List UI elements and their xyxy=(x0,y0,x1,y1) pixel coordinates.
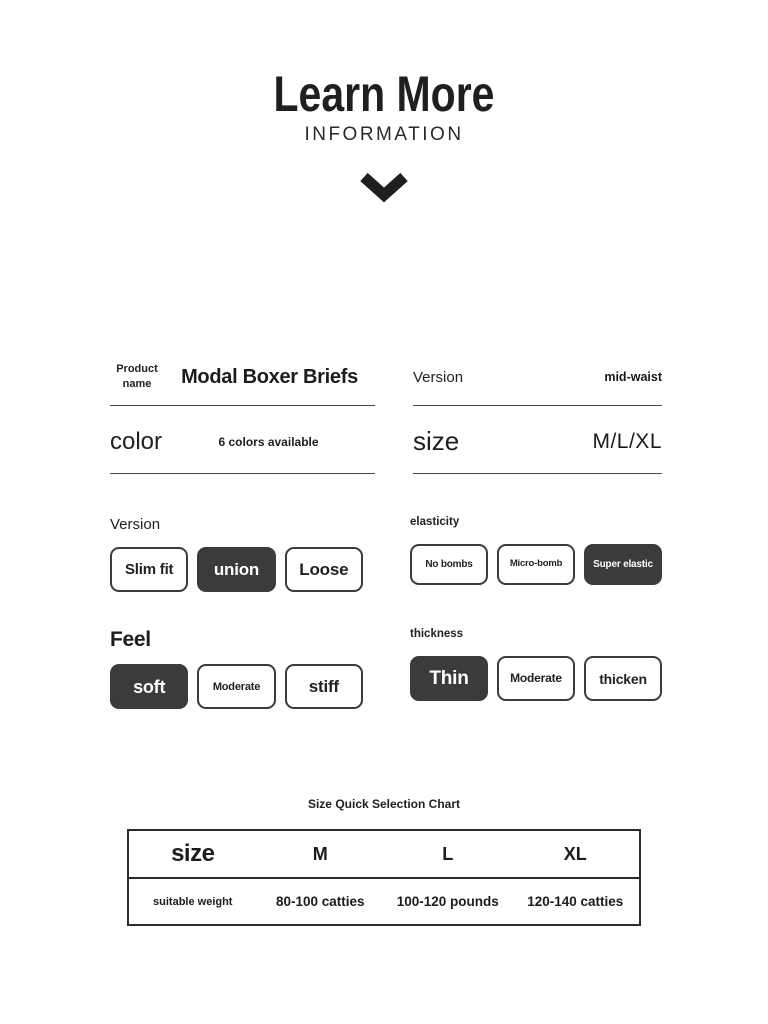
product-name-value: Modal Boxer Briefs xyxy=(181,365,358,388)
option-thin[interactable]: Thin xyxy=(410,656,488,701)
group-version-label: Version xyxy=(110,516,161,534)
size-chart-header-row xyxy=(129,831,639,879)
group-elasticity-options xyxy=(410,544,662,585)
size-chart-header-xl: XL xyxy=(563,843,587,864)
weight-m: 80-100 catties xyxy=(275,894,365,910)
option-slim-fit[interactable]: Slim fit xyxy=(110,547,188,592)
product-specs xyxy=(110,362,662,475)
option-loose[interactable]: Loose xyxy=(285,547,363,592)
color-label: color xyxy=(110,427,163,455)
size-chart-header-size: size xyxy=(171,840,215,868)
version-value: mid-waist xyxy=(604,370,662,385)
color-value: 6 colors available xyxy=(218,434,319,449)
spec-product-name xyxy=(110,362,375,407)
spec-version xyxy=(413,362,662,407)
size-chart-header-m: M xyxy=(312,843,328,864)
weight-row-label: suitable weight xyxy=(153,895,233,908)
option-moderate-thickness[interactable]: Moderate xyxy=(497,656,575,701)
option-groups xyxy=(110,516,666,709)
spec-size xyxy=(413,420,662,474)
group-version-options xyxy=(110,547,363,592)
page-title: Learn More xyxy=(273,66,495,122)
version-label: Version xyxy=(413,368,464,386)
spec-color xyxy=(110,420,375,474)
size-chart-weight-row xyxy=(129,879,639,924)
group-thickness xyxy=(410,628,662,709)
group-elasticity-label: elasticity xyxy=(410,516,460,529)
page-subtitle: INFORMATION xyxy=(304,123,464,145)
size-chart-header-l: L xyxy=(442,843,454,864)
group-thickness-label: thickness xyxy=(410,628,464,641)
option-moderate-feel[interactable]: Moderate xyxy=(197,664,275,709)
option-soft[interactable]: soft xyxy=(110,664,188,709)
group-feel-options xyxy=(110,664,363,709)
size-label: size xyxy=(413,426,460,457)
option-no-bombs[interactable]: No bombs xyxy=(410,544,488,585)
group-version xyxy=(110,516,363,592)
option-thicken[interactable]: thicken xyxy=(584,656,662,701)
group-feel-label: Feel xyxy=(110,628,151,652)
header xyxy=(0,0,768,204)
size-value: M/L/XL xyxy=(592,429,662,453)
group-feel xyxy=(110,628,363,709)
group-elasticity xyxy=(410,516,662,592)
option-micro-bomb[interactable]: Micro-bomb xyxy=(497,544,575,585)
product-name-label: Product name xyxy=(116,362,158,391)
option-stiff[interactable]: stiff xyxy=(285,664,363,709)
option-union[interactable]: union xyxy=(197,547,275,592)
weight-l: 100-120 pounds xyxy=(396,894,499,910)
option-super-elastic[interactable]: Super elastic xyxy=(584,544,662,585)
size-chart-title: Size Quick Selection Chart xyxy=(307,797,461,812)
group-thickness-options xyxy=(410,656,662,701)
weight-xl: 120-140 catties xyxy=(527,894,624,910)
size-chart-table xyxy=(127,829,641,926)
size-chart-section xyxy=(0,797,768,926)
chevron-down-icon xyxy=(0,172,768,204)
